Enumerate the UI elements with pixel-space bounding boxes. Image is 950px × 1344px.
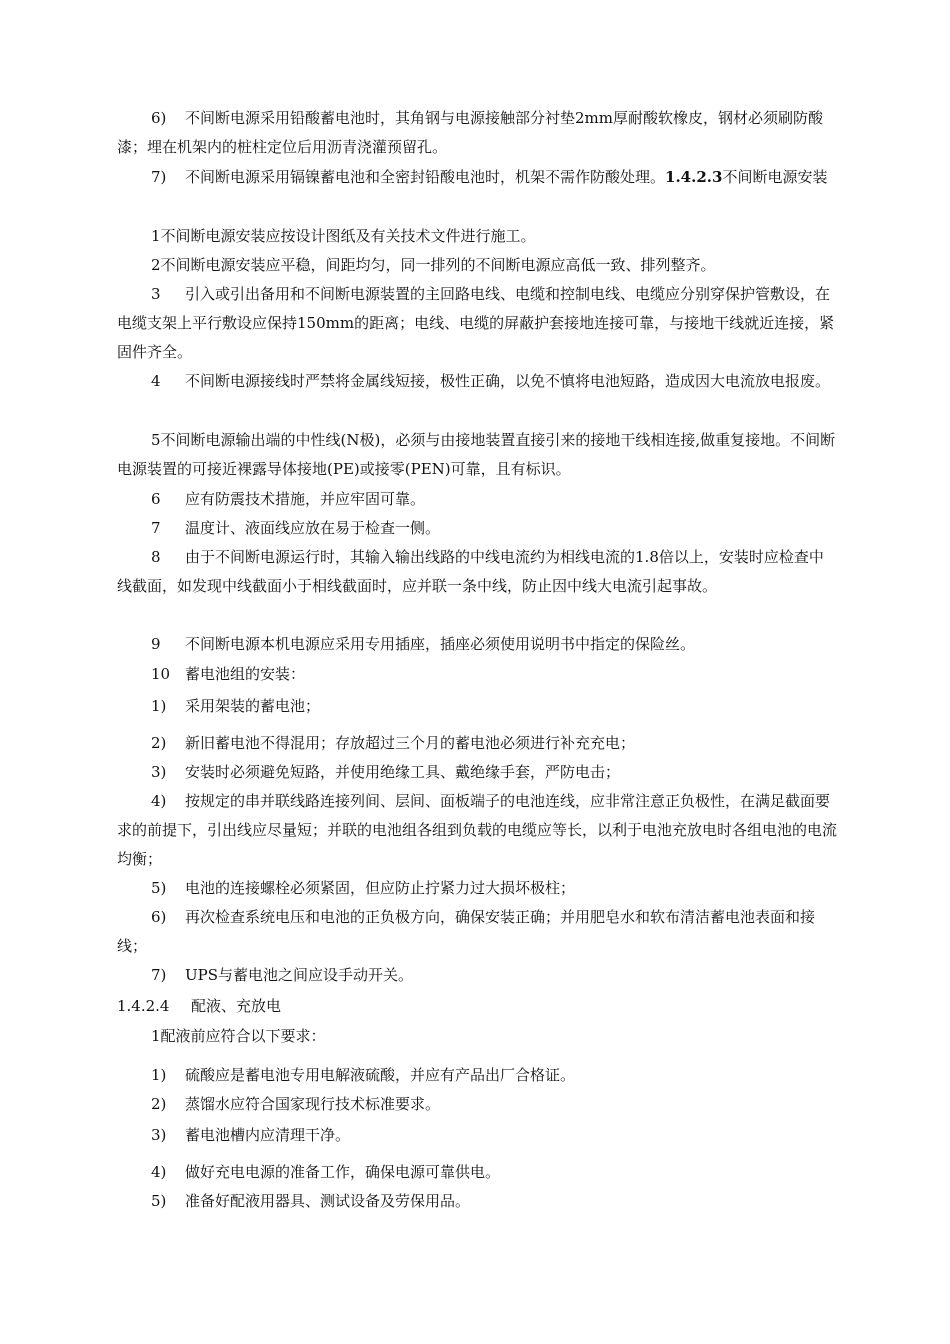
item-number: 10	[151, 665, 171, 683]
item-number: 3)	[151, 763, 167, 781]
list-item-3-clean-tank	[117, 1121, 837, 1150]
item-number: 5)	[151, 879, 167, 897]
item-number: 1)	[151, 1066, 167, 1084]
list-item-7-manual-switch	[117, 961, 837, 990]
paragraph-6-seismic	[117, 485, 837, 514]
item-number: 4	[151, 372, 161, 390]
paragraph-text: 再次检查系统电压和电池的正负极方向，确保安装正确；并用肥皂水和软布清洁蓄电池表面和接线；	[117, 908, 816, 955]
item-number: 1)	[151, 697, 167, 715]
paragraph-10-battery-install	[117, 660, 837, 689]
paragraph-7-nickel-battery	[117, 163, 837, 192]
paragraph-5-neutral-grounding	[117, 426, 837, 484]
paragraph-text: 蓄电池组的安装：	[185, 665, 306, 683]
paragraph-text: 2不间断电源安装应平稳，间距均匀，同一排列的不间断电源应高低一致、排列整齐。	[151, 256, 716, 274]
list-item-5-prepare-equipment	[117, 1187, 837, 1216]
item-number: 2)	[151, 1095, 167, 1113]
item-number: 7	[151, 519, 161, 537]
item-number: 6)	[151, 109, 167, 127]
paragraph-text: 不间断电源本机电源应采用专用插座，插座必须使用说明书中指定的保险丝。	[185, 635, 696, 653]
paragraph-text: 不间断电源接线时严禁将金属线短接，极性正确，以免不慎将电池短路，造成因大电流放电报废。	[185, 372, 831, 390]
paragraph-text: 不间断电源采用镉镍蓄电池和全密封铅酸电池时，机架不需作防酸处理。	[185, 168, 666, 186]
paragraph-text: 1不间断电源安装应按设计图纸及有关技术文件进行施工。	[151, 227, 536, 245]
item-number: 6	[151, 490, 161, 508]
paragraph-text: 电池的连接螺栓必须紧固，但应防止拧紧力过大损坏极柱；	[185, 879, 576, 897]
list-item-1-sulfuric-acid	[117, 1061, 837, 1090]
item-number: 3	[151, 285, 161, 303]
item-number: 7)	[151, 966, 167, 984]
list-item-3-avoid-short	[117, 758, 837, 787]
item-number: 7)	[151, 168, 167, 186]
item-number: 4)	[151, 792, 167, 810]
list-item-4-charging-power	[117, 1158, 837, 1187]
list-item-1-rack-battery	[117, 692, 837, 721]
section-heading: 配液、充放电	[191, 997, 282, 1015]
item-number: 3)	[151, 1126, 167, 1144]
item-number: 9	[151, 635, 161, 653]
paragraph-text: 准备好配液用器具、测试设备及劳保用品。	[185, 1192, 471, 1210]
section-number: 1.4.2.3	[665, 168, 723, 186]
paragraph-text: 硫酸应是蓄电池专用电解液硫酸，并应有产品出厂合格证。	[185, 1066, 576, 1084]
section-number: 1.4.2.4	[117, 997, 170, 1015]
paragraph-text: 蒸馏水应符合国家现行技术标准要求。	[185, 1095, 441, 1113]
paragraph-text: 蓄电池槽内应清理干净。	[185, 1126, 351, 1144]
paragraph-3-cable-routing	[117, 280, 837, 367]
list-item-4-series-parallel	[117, 787, 837, 874]
item-number: 2)	[151, 734, 167, 752]
paragraph-text: 按规定的串并联线路连接列间、层间、面板端子的电池连线，应非常注意正负极性，在满足截面要求的前提下，引出线应尽量短；并联的电池组各组到负载的电缆应等长，以利于电池充放电时各组电池的电流均衡；	[117, 792, 838, 868]
list-item-2-no-mixing	[117, 729, 837, 758]
paragraph-9-dedicated-socket	[117, 630, 837, 659]
paragraph-text: 做好充电电源的准备工作，确保电源可靠供电。	[185, 1163, 501, 1181]
paragraph-text: UPS与蓄电池之间应设手动开关。	[185, 966, 414, 984]
section-1-4-2-4-heading	[117, 992, 837, 1021]
paragraph-1-pre-mixing-requirements	[117, 1022, 837, 1051]
paragraph-text: 引入或引出备用和不间断电源装置的主回路电线、电缆和控制电线、电缆应分别穿保护管敷设，在电缆支架上平行敷设应保持150mm的距离；电线、电缆的屏蔽护套接地连接可靠，与接地干线就近连接，紧固件齐全。	[117, 285, 835, 361]
paragraph-text: 采用架装的蓄电池；	[185, 697, 321, 715]
paragraph-2-level-install	[117, 251, 837, 280]
item-number: 6)	[151, 908, 167, 926]
paragraph-4-no-short	[117, 367, 837, 396]
paragraph-8-neutral-current	[117, 543, 837, 601]
item-number: 8	[151, 548, 161, 566]
paragraph-text: 1配液前应符合以下要求：	[151, 1027, 326, 1045]
paragraph-text: 温度计、液面线应放在易于检查一侧。	[185, 519, 441, 537]
section-heading: 不间断电源安装	[722, 168, 828, 186]
item-number: 5)	[151, 1192, 167, 1210]
paragraph-1-install-per-design	[117, 222, 837, 251]
paragraph-text: 应有防震技术措施，并应牢固可靠。	[185, 490, 426, 508]
paragraph-6-acid-battery	[117, 104, 837, 162]
paragraph-7-thermometer	[117, 514, 837, 543]
list-item-6-recheck	[117, 903, 837, 961]
paragraph-text: 安装时必须避免短路，并使用绝缘工具、戴绝缘手套，严防电击；	[185, 763, 621, 781]
paragraph-text: 由于不间断电源运行时，其输入输出线路的中线电流约为相线电流的1.8倍以上，安装时应检查中线截面，如发现中线截面小于相线截面时，应并联一条中线，防止因中线大电流引起事故。	[117, 548, 824, 595]
paragraph-text: 新旧蓄电池不得混用；存放超过三个月的蓄电池必须进行补充充电；	[185, 734, 636, 752]
list-item-5-bolts	[117, 874, 837, 903]
paragraph-text: 5不间断电源输出端的中性线(N极)，必须与由接地装置直接引来的接地干线相连接,做重复接地。不间断电源装置的可接近裸露导体接地(PE)或接零(PEN)可靠，且有标识。	[117, 431, 836, 478]
item-number: 4)	[151, 1163, 167, 1181]
paragraph-text: 不间断电源采用铅酸蓄电池时，其角钢与电源接触部分衬垫2mm厚耐酸软橡皮，钢材必须刷防酸漆；埋在机架内的桩柱定位后用沥青浇灌预留孔。	[117, 109, 823, 156]
list-item-2-distilled-water	[117, 1090, 837, 1119]
